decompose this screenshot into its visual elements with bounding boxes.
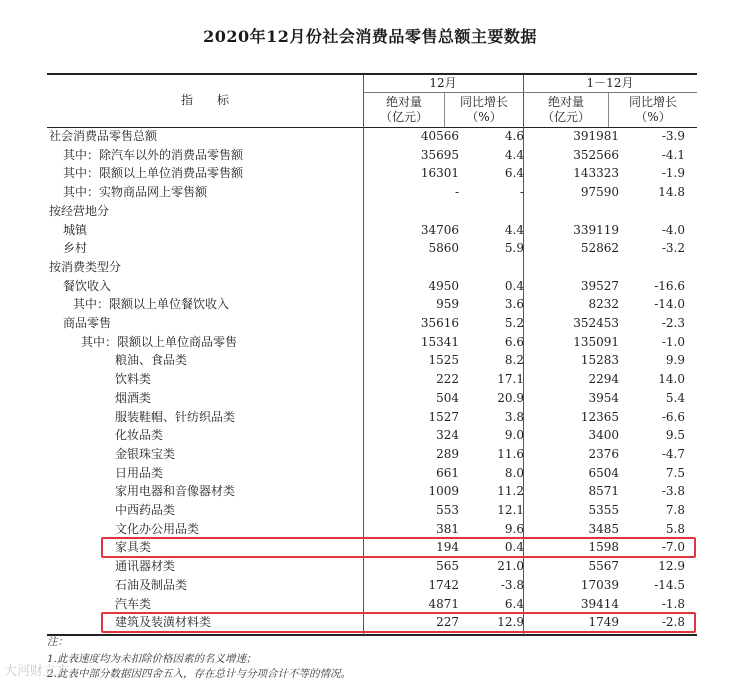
month-yoy-cell: 17.1 xyxy=(497,372,524,387)
ytd-yoy-cell: -3.8 xyxy=(661,484,685,499)
row-label: 粮油、食品类 xyxy=(115,353,188,368)
ytd-yoy-cell: -14.0 xyxy=(654,297,685,312)
ytd-yoy-cell: -2.8 xyxy=(661,615,685,630)
ytd-yoy-cell: -4.7 xyxy=(661,446,685,461)
month-abs-cell: 15341 xyxy=(420,334,459,349)
month-abs-cell: 227 xyxy=(436,615,459,630)
ytd-abs-cell: 8571 xyxy=(588,484,619,499)
month-abs-cell: 222 xyxy=(436,372,459,387)
header-indicator: 指 标 xyxy=(180,93,229,107)
row-label: 乡村 xyxy=(63,241,88,256)
row-label: 通讯器材类 xyxy=(115,559,176,574)
month-abs-cell: 35616 xyxy=(420,316,459,330)
table-row xyxy=(47,295,697,314)
month-yoy-cell: 6.6 xyxy=(504,334,524,349)
table-top-rule xyxy=(47,73,697,75)
month-yoy-cell: 8.0 xyxy=(504,465,524,480)
ytd-yoy-cell: 7.8 xyxy=(665,503,685,517)
header-abs-unit: （亿元） xyxy=(541,110,590,124)
month-abs-cell: 4871 xyxy=(428,596,459,611)
ytd-abs-cell: 8232 xyxy=(588,297,619,312)
ytd-abs-cell: 352566 xyxy=(573,147,619,162)
row-label: 餐饮收入 xyxy=(63,278,112,293)
month-abs-cell: - xyxy=(454,185,459,200)
table-row xyxy=(47,501,697,520)
ytd-abs-cell: 5355 xyxy=(588,503,619,517)
header-abs-label: 绝对量 xyxy=(385,95,422,109)
table-row xyxy=(47,277,697,296)
ytd-yoy-cell: -6.6 xyxy=(661,409,685,424)
ytd-yoy-cell: -2.3 xyxy=(661,316,685,330)
month-abs-cell: 1009 xyxy=(428,484,459,499)
month-abs-cell: 553 xyxy=(436,503,459,517)
ytd-yoy-cell: -1.9 xyxy=(661,166,685,181)
header-yoy-label: 同比增长 xyxy=(459,95,508,109)
ytd-abs-cell: 1749 xyxy=(588,615,619,630)
table-row xyxy=(47,314,697,333)
header-yoy-label: 同比增长 xyxy=(628,95,677,109)
row-label: 石油及制品类 xyxy=(115,577,188,592)
table-row xyxy=(47,164,697,183)
month-abs-cell: 959 xyxy=(436,297,459,312)
month-yoy-cell: 5.2 xyxy=(504,316,524,330)
notes-heading: 注： xyxy=(47,636,68,648)
month-abs-cell: 16301 xyxy=(420,166,459,181)
table-row xyxy=(47,351,697,370)
row-label: 金银珠宝类 xyxy=(115,446,176,461)
ytd-abs-cell: 12365 xyxy=(580,409,619,424)
row-label: 按消费类型分 xyxy=(49,259,122,274)
ytd-yoy-cell: 9.9 xyxy=(665,353,685,368)
row-label: 文化办公用品类 xyxy=(115,521,200,536)
table-row xyxy=(47,146,697,165)
ytd-abs-cell: 3954 xyxy=(588,390,619,405)
table-row xyxy=(47,239,697,258)
ytd-abs-cell: 6504 xyxy=(588,465,619,480)
month-yoy-cell: 9.0 xyxy=(504,428,524,443)
ytd-abs-cell: 2294 xyxy=(588,372,619,387)
period-header-rule xyxy=(363,92,697,93)
row-label: 饮料类 xyxy=(115,372,152,387)
ytd-yoy-cell: -1.8 xyxy=(661,596,685,611)
month-yoy-cell: 12.9 xyxy=(497,615,524,630)
table-row xyxy=(47,482,697,501)
ytd-yoy-cell: -4.1 xyxy=(661,147,685,162)
month-abs-cell: 34706 xyxy=(420,222,459,237)
ytd-yoy-cell: 5.4 xyxy=(665,390,685,405)
month-yoy-cell: 21.0 xyxy=(497,559,524,574)
ytd-abs-cell: 1598 xyxy=(588,540,619,555)
row-label: 服装鞋帽、针纺织品类 xyxy=(115,409,236,424)
table-row xyxy=(47,408,697,427)
ytd-yoy-cell: -14.5 xyxy=(654,577,685,592)
note-line-1: 1.此表速度均为未扣除价格因素的名义增速； xyxy=(47,653,257,665)
month-yoy-cell: 0.4 xyxy=(504,540,524,555)
month-yoy-cell: 6.4 xyxy=(504,166,524,181)
row-label: 其中：限额以上单位商品零售 xyxy=(81,334,238,349)
row-label: 其中：除汽车以外的消费品零售额 xyxy=(63,147,244,162)
row-label: 其中：实物商品网上零售额 xyxy=(63,185,208,200)
row-label: 日用品类 xyxy=(115,465,164,480)
table-row xyxy=(47,221,697,240)
ytd-abs-cell: 39414 xyxy=(580,596,619,611)
row-label: 其中：限额以上单位消费品零售额 xyxy=(63,166,244,181)
table-row xyxy=(47,258,697,277)
header-yoy-unit: （%） xyxy=(466,110,502,124)
month-abs-cell: 1742 xyxy=(428,577,459,592)
row-label: 按经营地分 xyxy=(49,203,110,218)
table-row xyxy=(47,426,697,445)
table-row xyxy=(47,127,697,146)
table-row xyxy=(47,202,697,221)
month-yoy-cell: - xyxy=(519,185,524,200)
ytd-yoy-cell: -16.6 xyxy=(654,278,685,293)
month-abs-cell: 661 xyxy=(436,465,459,480)
month-abs-cell: 324 xyxy=(436,428,459,443)
ytd-yoy-cell: 7.5 xyxy=(665,465,685,480)
ytd-abs-cell: 39527 xyxy=(580,278,619,293)
table-row xyxy=(47,445,697,464)
month-abs-cell: 381 xyxy=(436,521,459,536)
month-yoy-cell: 6.4 xyxy=(504,596,524,611)
watermark: 大河财立方 xyxy=(4,664,70,679)
month-abs-cell: 565 xyxy=(436,559,459,574)
ytd-abs-cell: 3485 xyxy=(588,521,619,536)
table-row xyxy=(47,370,697,389)
month-yoy-cell: 3.8 xyxy=(504,409,524,424)
ytd-yoy-cell: 9.5 xyxy=(665,428,685,443)
table-row xyxy=(47,557,697,576)
header-month-abs xyxy=(364,95,444,125)
table-row xyxy=(47,183,697,202)
page-title: 2020年12月份社会消费品零售总额主要数据 xyxy=(203,27,537,46)
month-yoy-cell: 4.4 xyxy=(504,147,524,162)
ytd-yoy-cell: 5.8 xyxy=(665,521,685,536)
ytd-yoy-cell: 14.8 xyxy=(658,185,685,200)
month-abs-cell: 1525 xyxy=(428,353,459,368)
ytd-abs-cell: 2376 xyxy=(588,446,619,461)
ytd-abs-cell: 17039 xyxy=(580,577,619,592)
header-period-month: 12月 xyxy=(429,76,457,90)
ytd-abs-cell: 3400 xyxy=(588,428,619,443)
header-abs-label: 绝对量 xyxy=(547,95,584,109)
table-row xyxy=(47,520,697,539)
month-abs-cell: 289 xyxy=(436,446,459,461)
table-row xyxy=(47,595,697,614)
row-label: 城镇 xyxy=(63,222,88,237)
header-month-yoy xyxy=(445,95,523,125)
ytd-yoy-cell: 12.9 xyxy=(658,559,685,574)
row-label: 其中：限额以上单位餐饮收入 xyxy=(73,297,230,312)
header-yoy-unit: （%） xyxy=(635,110,671,124)
ytd-abs-cell: 339119 xyxy=(573,222,619,237)
ytd-yoy-cell: 14.0 xyxy=(658,372,685,387)
row-label: 社会消费品零售总额 xyxy=(49,129,158,143)
header-period-ytd: 1－12月 xyxy=(586,76,634,90)
header-abs-unit: （亿元） xyxy=(379,110,428,124)
row-label: 商品零售 xyxy=(63,316,112,330)
ytd-abs-cell: 5567 xyxy=(588,559,619,574)
month-yoy-cell: 11.6 xyxy=(497,446,524,461)
month-yoy-cell: 20.9 xyxy=(497,390,524,405)
month-yoy-cell: 0.4 xyxy=(504,278,524,293)
table-row xyxy=(47,389,697,408)
month-abs-cell: 5860 xyxy=(428,241,459,256)
row-label: 中西药品类 xyxy=(115,503,176,517)
table-row xyxy=(47,464,697,483)
month-yoy-cell: 9.6 xyxy=(504,521,524,536)
table-notes xyxy=(47,635,351,682)
ytd-yoy-cell: -3.2 xyxy=(661,241,685,256)
month-abs-cell: 1527 xyxy=(428,409,459,424)
ytd-abs-cell: 143323 xyxy=(573,166,619,181)
header-ytd-abs xyxy=(524,95,608,125)
ytd-abs-cell: 52862 xyxy=(580,241,619,256)
month-abs-cell: 4950 xyxy=(428,278,459,293)
highlight-box-furniture xyxy=(101,537,696,558)
ytd-yoy-cell: -1.0 xyxy=(661,334,685,349)
ytd-abs-cell: 391981 xyxy=(573,129,619,143)
table-row xyxy=(47,576,697,595)
row-label: 烟酒类 xyxy=(115,390,152,405)
month-yoy-cell: 3.6 xyxy=(504,297,524,312)
highlight-box-building-materials xyxy=(101,612,696,633)
row-label: 家具类 xyxy=(115,540,152,555)
month-abs-cell: 40566 xyxy=(420,129,459,143)
month-abs-cell: 504 xyxy=(436,390,459,405)
table-row xyxy=(47,333,697,352)
month-yoy-cell: 4.4 xyxy=(504,222,524,237)
row-label: 家用电器和音像器材类 xyxy=(115,484,236,499)
month-yoy-cell: -3.8 xyxy=(500,577,524,592)
month-yoy-cell: 4.6 xyxy=(504,129,524,143)
ytd-abs-cell: 15283 xyxy=(580,353,619,368)
ytd-abs-cell: 352453 xyxy=(573,316,619,330)
month-abs-cell: 35695 xyxy=(420,147,459,162)
month-yoy-cell: 11.2 xyxy=(497,484,524,499)
row-label: 汽车类 xyxy=(115,596,152,611)
month-yoy-cell: 12.1 xyxy=(497,503,524,517)
month-abs-cell: 194 xyxy=(436,540,459,555)
header-ytd-yoy xyxy=(609,95,697,125)
ytd-yoy-cell: -7.0 xyxy=(661,540,685,555)
month-yoy-cell: 8.2 xyxy=(504,353,524,368)
ytd-yoy-cell: -4.0 xyxy=(661,222,685,237)
note-line-2: 2.此表中部分数据因四舍五入，存在总计与分项合计不等的情况。 xyxy=(47,668,352,680)
ytd-abs-cell: 135091 xyxy=(573,334,619,349)
row-label: 建筑及装潢材料类 xyxy=(115,615,212,630)
ytd-yoy-cell: -3.9 xyxy=(661,129,685,143)
ytd-abs-cell: 97590 xyxy=(580,185,619,200)
month-yoy-cell: 5.9 xyxy=(504,241,524,256)
row-label: 化妆品类 xyxy=(115,428,164,443)
